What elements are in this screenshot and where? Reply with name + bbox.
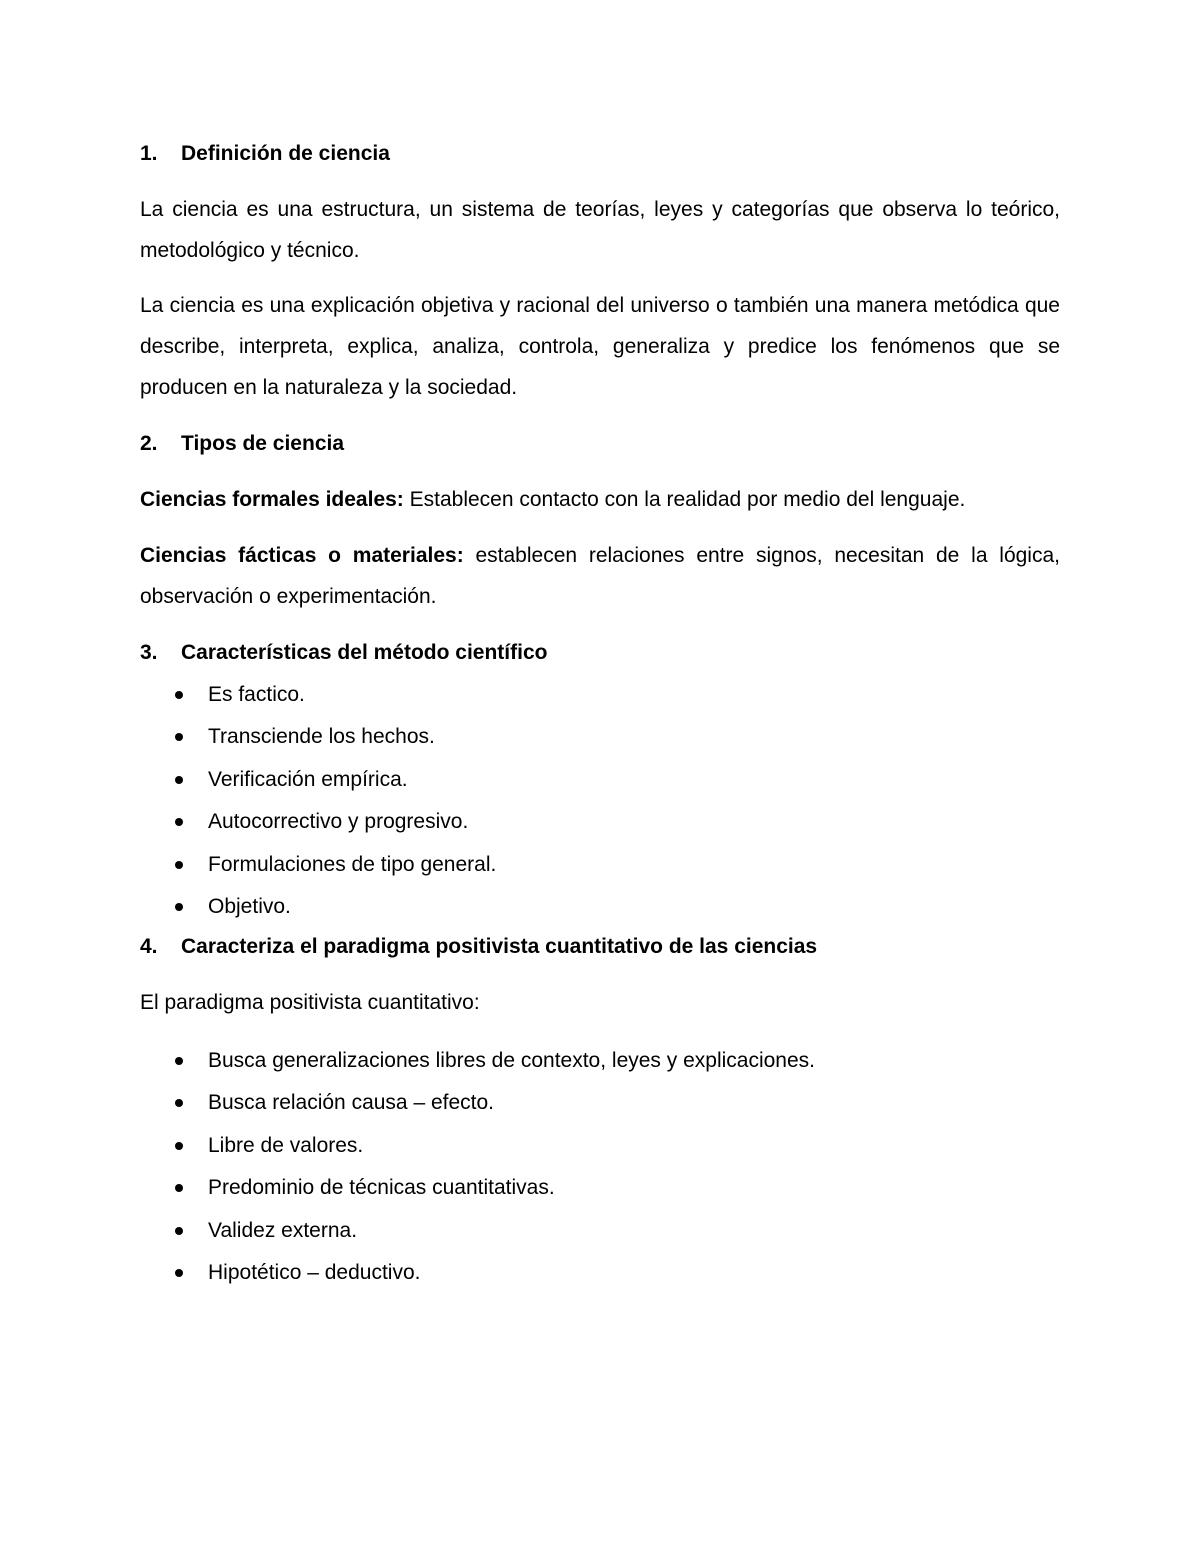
bullet-icon: [175, 818, 183, 826]
list-item-text: Validez externa.: [208, 1218, 358, 1242]
section-1-title: Definición de ciencia: [181, 142, 390, 165]
section-2-item-1-text: Establecen contacto con la realidad por medio del lenguaje.: [403, 488, 966, 511]
section-1-paragraph-1: La ciencia es una estructura, un sistema de teorías, leyes y categorías que observa lo teórico, metodológico y técnico.: [140, 198, 1060, 262]
section-4-intro: El paradigma positivista cuantitativo:: [140, 991, 480, 1014]
section-4-heading: [140, 934, 817, 960]
section-2-item-2: [140, 535, 1060, 617]
bullet-icon: [175, 861, 183, 869]
section-1-heading: [140, 141, 390, 167]
bullet-icon: [175, 1227, 183, 1235]
list-item-text: Verificación empírica.: [208, 767, 408, 791]
list-item: [140, 1048, 1060, 1090]
list-item-text: Formulaciones de tipo general.: [208, 852, 497, 876]
section-2-item-2-text: establecen relaciones entre signos, necesitan de la lógica, observación o experimentación.: [140, 544, 1060, 608]
section-4-title: Caracteriza el paradigma positivista cuantitativo de las ciencias: [181, 935, 818, 958]
list-item-text: Busca generalizaciones libres de contexto, leyes y explicaciones.: [208, 1049, 816, 1072]
list-item-text: Predominio de técnicas cuantitativas.: [208, 1176, 555, 1200]
bullet-icon: [175, 691, 183, 699]
list-item-text: Busca relación causa – efecto.: [208, 1091, 495, 1115]
list-item-text: Autocorrectivo y progresivo.: [208, 810, 469, 834]
list-item-text: Objetivo.: [208, 894, 291, 918]
section-2-item-1-term: Ciencias formales ideales:: [140, 488, 404, 511]
section-3-heading: [140, 640, 547, 666]
list-item: [140, 1133, 1060, 1175]
section-4-bullet-list: [140, 1048, 1060, 1302]
section-2-item-2-term: Ciencias fácticas o materiales:: [140, 544, 464, 567]
bullet-icon: [175, 1142, 183, 1150]
list-item: [140, 809, 1060, 851]
section-3-number: 3.: [140, 641, 158, 664]
section-2-number: 2.: [140, 432, 158, 455]
list-item-text: Es factico.: [208, 683, 305, 706]
section-1-number: 1.: [140, 142, 158, 165]
section-2-item-1: [140, 479, 1060, 520]
section-1-paragraph-2: La ciencia es una explicación objetiva y racional del universo o también una manera metódica que describe, interpreta, explica, analiza, controla, generaliza y predice los fenómenos que se producen en la naturaleza y la sociedad.: [140, 294, 1060, 399]
section-2-heading: [140, 431, 344, 457]
bullet-icon: [175, 1099, 183, 1107]
list-item: [140, 1090, 1060, 1132]
section-4-number: 4.: [140, 935, 158, 958]
bullet-icon: [175, 776, 183, 784]
section-2-title: Tipos de ciencia: [181, 432, 345, 455]
list-item: [140, 894, 1060, 936]
list-item-text: Transciende los hechos.: [208, 725, 435, 749]
list-item: [140, 767, 1060, 809]
bullet-icon: [175, 1184, 183, 1192]
list-item: [140, 1175, 1060, 1217]
section-3-title: Características del método científico: [181, 641, 548, 664]
list-item: [140, 1260, 1060, 1302]
section-3-bullet-list: [140, 682, 1060, 936]
list-item-text: Libre de valores.: [208, 1133, 364, 1157]
bullet-icon: [175, 1057, 183, 1065]
bullet-icon: [175, 733, 183, 741]
bullet-icon: [175, 903, 183, 911]
list-item: [140, 724, 1060, 766]
list-item: [140, 682, 1060, 724]
list-item-text: Hipotético – deductivo.: [208, 1260, 421, 1284]
list-item: [140, 1218, 1060, 1260]
bullet-icon: [175, 1269, 183, 1277]
list-item: [140, 852, 1060, 894]
